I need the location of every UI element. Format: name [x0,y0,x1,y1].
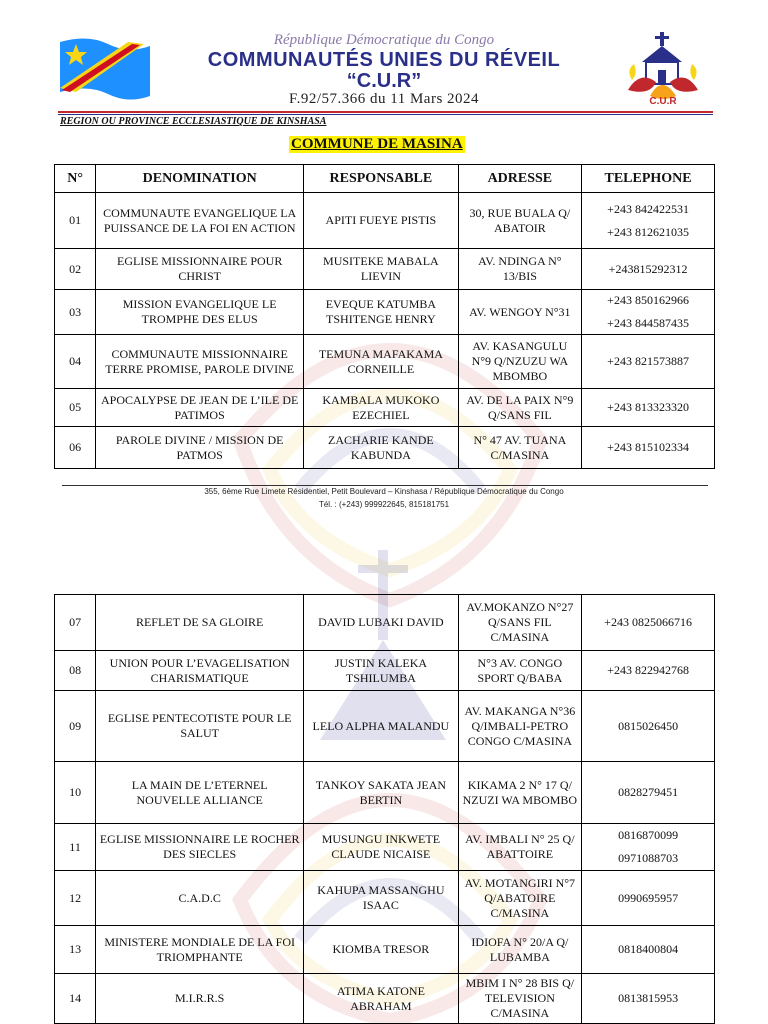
row-adresse: 30, RUE BUALA Q/ ABATOIR [458,193,582,249]
row-telephone [582,249,715,290]
row-number: 03 [55,290,96,335]
row-adresse: IDIOFA N° 20/A Q/ LUBAMBA [458,926,582,974]
row-denomination: APOCALYPSE DE JEAN DE L’ILE DE PATIMOS [96,389,304,427]
row-responsable: KIOMBA TRESOR [304,926,458,974]
republic-line: République Démocratique du Congo [273,32,495,48]
row-responsable: KAMBALA MUKOKO EZECHIEL [304,389,458,427]
table-row [55,824,715,871]
row-denomination: LA MAIN DE L’ETERNEL NOUVELLE ALLIANCE [96,762,304,824]
row-denomination: C.A.D.C [96,871,304,926]
footer-address: 355, 6ème Rue Limete Résidentiel, Petit Boulevard – Kinshasa / République Démocratique du Congo [204,487,564,496]
row-responsable: DAVID LUBAKI DAVID [304,595,458,651]
row-telephone [582,290,715,335]
row-denomination: PAROLE DIVINE / MISSION DE PATMOS [96,427,304,469]
row-adresse: AV.MOKANZO N°27 Q/SANS FIL C/MASINA [458,595,582,651]
row-adresse: AV. WENGOY N°31 [458,290,582,335]
table-row [55,871,715,926]
table-row [55,290,715,335]
row-telephone [582,193,715,249]
row-denomination: COMMUNAUTE EVANGELIQUE LA PUISSANCE DE LA FOI EN ACTION [96,193,304,249]
row-responsable: APITI FUEYE PISTIS [304,193,458,249]
row-number: 05 [55,389,96,427]
row-number: 13 [55,926,96,974]
table-header-row [55,165,715,193]
registration-number: F.92/57.366 du 11 Mars 2024 [288,91,480,107]
column-header-responsable: RESPONSABLE [304,165,458,193]
row-telephone [582,762,715,824]
phone-number: 0971088703 [618,851,679,865]
organization-name: COMMUNAUTÉS UNIES DU RÉVEIL [207,49,561,71]
table-row [55,389,715,427]
row-telephone [582,335,715,389]
table-row [55,974,715,1024]
row-adresse: MBIM I N° 28 BIS Q/ TELEVISION C/MASINA [458,974,582,1024]
row-number: 11 [55,824,96,871]
row-denomination: MINISTERE MONDIALE DE LA FOI TRIOMPHANTE [96,926,304,974]
phone-number: +243 0825066716 [604,615,692,629]
row-responsable: MUSITEKE MABALA LIEVIN [304,249,458,290]
row-adresse: AV. MAKANGA N°36 Q/IMBALI-PETRO CONGO C/MASINA [458,691,582,762]
row-adresse: AV. MOTANGIRI N°7 Q/ABATOIRE C/MASINA [458,871,582,926]
row-number: 01 [55,193,96,249]
phone-number: +243 842422531 [607,201,689,216]
table-row [55,335,715,389]
row-telephone [582,871,715,926]
phone-number: +243 812621035 [607,224,689,239]
row-adresse: N° 47 AV. TUANA C/MASINA [458,427,582,469]
row-adresse: AV. KASANGULU N°9 Q/NZUZU WA MBOMBO [458,335,582,389]
row-adresse: KIKAMA 2 N° 17 Q/ NZUZI WA MBOMBO [458,762,582,824]
row-telephone [582,651,715,691]
table-row [55,762,715,824]
row-responsable: JUSTIN KALEKA TSHILUMBA [304,651,458,691]
phone-number: 0990695957 [618,890,679,905]
footer-telephone: Tél. : (+243) 999922645, 815181751 [318,500,450,509]
row-responsable: MUSUNGU INKWETE CLAUDE NICAISE [304,824,458,871]
row-telephone [582,824,715,871]
row-responsable: TEMUNA MAFAKAMA CORNEILLE [304,335,458,389]
row-telephone [582,691,715,762]
column-header-telephone: TELEPHONE [582,165,715,193]
phone-number: 0816870099 [618,828,679,842]
phone-number: 0813815953 [618,991,679,1005]
churches-table-page2 [54,594,715,1024]
table-row [55,651,715,691]
row-responsable: LELO ALPHA MALANDU [304,691,458,762]
table-row [55,595,715,651]
phone-number: 0818400804 [618,942,679,956]
header-divider [58,111,713,113]
organization-abbreviation: “C.U.R” [346,70,422,92]
churches-table-page1 [54,164,715,469]
row-responsable: KAHUPA MASSANGHU ISAAC [304,871,458,926]
footer-divider [62,485,708,486]
phone-number: 0815026450 [618,718,679,733]
row-number: 09 [55,691,96,762]
table-row [55,926,715,974]
row-denomination: EGLISE MISSIONNAIRE LE ROCHER DES SIECLES [96,824,304,871]
row-denomination: MISSION EVANGELIQUE LE TROMPHE DES ELUS [96,290,304,335]
row-adresse: AV. IMBALI N° 25 Q/ ABATTOIRE [458,824,582,871]
row-adresse: N°3 AV. CONGO SPORT Q/BABA [458,651,582,691]
phone-number: +243 815102334 [607,440,689,454]
phone-number: +243815292312 [608,261,688,276]
phone-number: +243 813323320 [607,400,689,414]
province-heading: REGION OU PROVINCE ECCLESIASTIQUE DE KINSHASA [60,116,327,127]
row-telephone [582,427,715,469]
row-adresse: AV. NDINGA N° 13/BIS [458,249,582,290]
row-number: 12 [55,871,96,926]
letterhead [0,0,768,130]
table-row [55,691,715,762]
row-responsable: ZACHARIE KANDE KABUNDA [304,427,458,469]
row-number: 07 [55,595,96,651]
row-responsable: TANKOY SAKATA JEAN BERTIN [304,762,458,824]
row-denomination: UNION POUR L’EVAGELISATION CHARISMATIQUE [96,651,304,691]
column-header-number: N° [55,165,96,193]
row-telephone [582,974,715,1024]
row-denomination: EGLISE PENTECOTISTE POUR LE SALUT [96,691,304,762]
row-denomination: COMMUNAUTE MISSIONNAIRE TERRE PROMISE, PAROLE DIVINE [96,335,304,389]
phone-number: +243 844587435 [607,316,689,330]
row-telephone [582,926,715,974]
row-number: 10 [55,762,96,824]
row-responsable: ATIMA KATONE ABRAHAM [304,974,458,1024]
column-header-adresse: ADRESSE [458,165,582,193]
row-denomination: EGLISE MISSIONNAIRE POUR CHRIST [96,249,304,290]
row-responsable: EVEQUE KATUMBA TSHITENGE HENRY [304,290,458,335]
logo-caption: C.U.R [649,96,677,107]
row-telephone [582,389,715,427]
phone-number: 0828279451 [618,785,679,799]
phone-number: +243 850162966 [607,293,689,307]
table-row [55,249,715,290]
row-telephone [582,595,715,651]
row-denomination: REFLET DE SA GLOIRE [96,595,304,651]
row-number: 02 [55,249,96,290]
row-adresse: AV. DE LA PAIX N°9 Q/SANS FIL [458,389,582,427]
row-number: 06 [55,427,96,469]
header-divider-blue [58,114,713,115]
table-row [55,193,715,249]
row-denomination: M.I.R.R.S [96,974,304,1024]
column-header-denomination: DENOMINATION [96,165,304,193]
table-row [55,427,715,469]
phone-number: +243 821573887 [607,354,689,368]
row-number: 14 [55,974,96,1024]
phone-number: +243 822942768 [607,663,689,677]
row-number: 04 [55,335,96,389]
commune-title: COMMUNE DE MASINA [291,136,463,152]
row-number: 08 [55,651,96,691]
